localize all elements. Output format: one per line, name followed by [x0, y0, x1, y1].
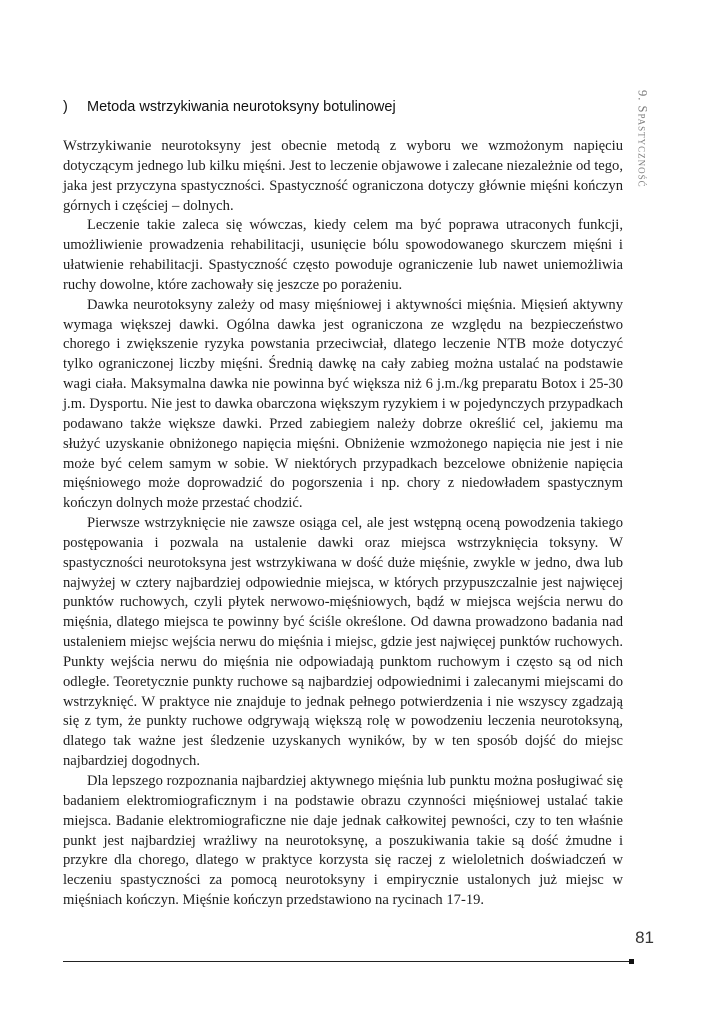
footer-divider — [63, 961, 631, 962]
section-heading — [63, 97, 583, 117]
heading-marker: ) — [63, 99, 68, 115]
chapter-side-label — [632, 90, 652, 250]
paragraph: Leczenie takie zaleca się wówczas, kiedy celem ma być poprawa utraconych funkcji, umożliwienie prowadzenia rehabilitacji, usunięcie bólu spowodowanego skurczem mięśni i ułatwienie rehabilitacji. Spastyczność często powoduje ograniczenie lub nawet uniemożliwia ruchy dowolne, które zachowały się jeszcze po porażeniu. — [63, 217, 623, 293]
page-number: 81 — [635, 928, 654, 947]
body-text — [63, 137, 623, 911]
chapter-label-text: 9. Spastyczność — [635, 90, 650, 188]
paragraph: Pierwsze wstrzyknięcie nie zawsze osiąga cel, ale jest wstępną oceną powodzenia takiego postępowania i pozwala na ustalenie dawki oraz miejsca wstrzyknięcia toksyny. W spastyczności neurotoksyna jest wstrzykiwana w dość duże mięśnie, zwykle w jedno, dwa lub najwyżej w cztery najbardziej odpowiednie miejsca, w których przypuszczalnie jest najwięcej punktów ruchowych, czyli płytek nerwowo-mięśniowych, bądź w miejsca wejścia nerwu do mięśnia, dlatego miejsca te powinny być ściśle określone. Od dawna prowadzono badania nad ustaleniem miejsc wejścia nerwu do mięśnia i miejsc, gdzie jest najwięcej punktów ruchowych. Punkty wejścia nerwu do mięśnia nie odpowiadają punktom ruchowym i często są od nich odległe. Teoretycznie punkty ruchowe są najbardziej odpowiednimi i zalecanymi miejscami do wstrzyknięć. W praktyce nie znajduje to jednak pełnego potwierdzenia i nie wszyscy zgadzają się z tym, że punkty ruchowe odgrywają większą rolę w powodzeniu leczenia neurotoksyną, dlatego tak ważne jest śledzenie uzyskanych wyników, by w ten sposób dojść do miejsc najbardziej dogodnych. — [63, 515, 623, 770]
paragraph: Dawka neurotoksyny zależy od masy mięśniowej i aktywności mięśnia. Mięsień aktywny wymaga większej dawki. Ogólna dawka jest ograniczona ze względu na bezpieczeństwo chorego i zwiększenie ryzyka powstania przeciwciał, dlatego leczenie NTB może dotyczyć tylko ograniczonej liczby mięśni. Średnią dawkę na cały zabieg można ustalać na podstawie wagi ciała. Maksymalna dawka nie powinna być większa niż 6 j.m./kg preparatu Botox i 25-30 j.m. Dysportu. Nie jest to dawka obarczona większym ryzykiem i w pojedynczych przypadkach podawano także większe dawki. Przed zabiegiem należy dobrze określić cel, jakiemu ma służyć uzyskanie obniżonego napięcia mięśni. Obniżenie wzmożonego napięcia nie jest i nie może być celem samym w sobie. W niektórych przypadkach bezcelowe obniżenie napięcia mięśniowego może doprowadzić do pogorszenia i np. chory z niedowładem spastycznym kończyn dolnych może przestać chodzić. — [63, 296, 623, 512]
paragraph: Dla lepszego rozpoznania najbardziej aktywnego mięśnia lub punktu można posługiwać się badaniem elektromiograficznym i na podstawie obrazu czynności mięśniowej ustalać takie miejsca. Badanie elektromiograficzne nie daje jednak całkowitej pewności, czy to ten właśnie punkt jest najbardziej wrażliwy na neurotoksynę, a poszukiwania takie są dość żmudne i przykre dla chorego, dlatego w praktyce korzysta się raczej z wieloletnich doświadczeń w leczeniu spastyczności za pomocą neurotoksyny i empirycznie ustalonych już miejsc w mięśniach kończyn. Mięśnie kończyn przedstawiono na rycinach 17-19. — [63, 773, 623, 909]
heading-title: Metoda wstrzykiwania neurotoksyny botulinowej — [87, 99, 396, 115]
footer-rule-end-marker — [629, 959, 634, 964]
paragraph: Wstrzykiwanie neurotoksyny jest obecnie metodą z wyboru we wzmożonym napięciu dotyczącym jednego lub kilku mięśni. Jest to leczenie objawowe i zalecane niezależnie od tego, jaka jest przyczyna spastyczności. Spastyczność ograniczona dotyczy głównie mięśni kończyn górnych i częściej – dolnych. — [63, 138, 623, 214]
